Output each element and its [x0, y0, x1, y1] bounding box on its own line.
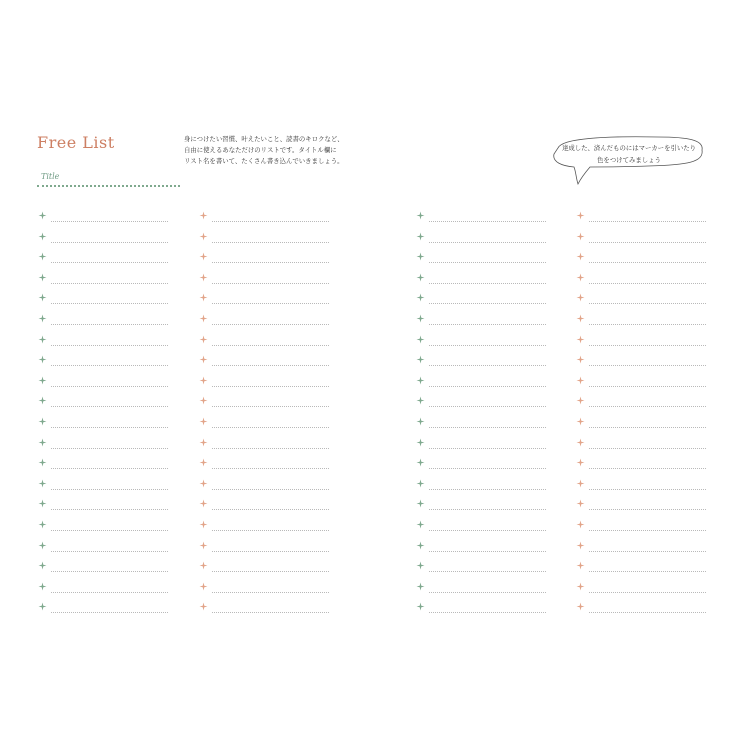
- plus-icon: [38, 335, 47, 344]
- list-item[interactable]: [38, 309, 168, 330]
- plus-icon: [38, 458, 47, 467]
- list-item-line[interactable]: [589, 386, 706, 387]
- plus-icon: [38, 355, 47, 364]
- plus-icon: [576, 252, 585, 261]
- list-item[interactable]: [576, 412, 706, 433]
- list-item[interactable]: [199, 515, 329, 536]
- plus-icon: [199, 499, 208, 508]
- plus-icon: [576, 273, 585, 282]
- list-item-line[interactable]: [589, 242, 706, 243]
- plus-icon: [199, 293, 208, 302]
- plus-icon: [576, 479, 585, 488]
- plus-icon: [199, 438, 208, 447]
- list-item-line[interactable]: [51, 386, 168, 387]
- list-item[interactable]: [576, 577, 706, 598]
- list-item[interactable]: [416, 288, 546, 309]
- plus-icon: [199, 602, 208, 611]
- list-item[interactable]: [199, 391, 329, 412]
- list-item[interactable]: [38, 597, 168, 618]
- list-item-line[interactable]: [51, 406, 168, 407]
- speech-bubble: [548, 134, 708, 190]
- list-item-line[interactable]: [51, 571, 168, 572]
- list-item[interactable]: [576, 556, 706, 577]
- list-item[interactable]: [576, 597, 706, 618]
- list-item-line[interactable]: [429, 509, 546, 510]
- list-item[interactable]: [38, 371, 168, 392]
- list-item-line[interactable]: [51, 489, 168, 490]
- plus-icon: [38, 561, 47, 570]
- plus-icon: [576, 376, 585, 385]
- plus-icon: [416, 561, 425, 570]
- list-item[interactable]: [38, 515, 168, 536]
- list-item-line[interactable]: [429, 221, 546, 222]
- list-item[interactable]: [576, 433, 706, 454]
- plus-icon: [199, 458, 208, 467]
- plus-icon: [576, 232, 585, 241]
- plus-icon: [416, 582, 425, 591]
- plus-icon: [38, 479, 47, 488]
- list-item-line[interactable]: [51, 345, 168, 346]
- plus-icon: [576, 396, 585, 405]
- plus-icon: [38, 396, 47, 405]
- list-item[interactable]: [199, 350, 329, 371]
- plus-icon: [199, 273, 208, 282]
- list-item-line[interactable]: [51, 365, 168, 366]
- list-item[interactable]: [416, 494, 546, 515]
- list-item[interactable]: [199, 330, 329, 351]
- plus-icon: [38, 499, 47, 508]
- list-column-2: [199, 206, 329, 618]
- plus-icon: [416, 479, 425, 488]
- plus-icon: [416, 232, 425, 241]
- list-item[interactable]: [199, 556, 329, 577]
- list-item[interactable]: [576, 206, 706, 227]
- plus-icon: [199, 335, 208, 344]
- list-item-line[interactable]: [212, 386, 329, 387]
- plus-icon: [416, 314, 425, 323]
- list-item-line[interactable]: [212, 221, 329, 222]
- list-item[interactable]: [576, 350, 706, 371]
- list-item[interactable]: [576, 391, 706, 412]
- list-item-line[interactable]: [589, 489, 706, 490]
- list-item-line[interactable]: [51, 530, 168, 531]
- list-item-line[interactable]: [212, 468, 329, 469]
- plus-icon: [576, 541, 585, 550]
- list-item[interactable]: [576, 515, 706, 536]
- list-item[interactable]: [416, 577, 546, 598]
- list-item[interactable]: [38, 453, 168, 474]
- list-item[interactable]: [199, 597, 329, 618]
- plus-icon: [576, 211, 585, 220]
- plus-icon: [199, 479, 208, 488]
- list-item[interactable]: [576, 371, 706, 392]
- list-item[interactable]: [416, 206, 546, 227]
- list-item-line[interactable]: [212, 242, 329, 243]
- list-item[interactable]: [416, 268, 546, 289]
- plus-icon: [38, 376, 47, 385]
- list-item-line[interactable]: [589, 530, 706, 531]
- plus-icon: [416, 396, 425, 405]
- plus-icon: [199, 417, 208, 426]
- list-item[interactable]: [199, 227, 329, 248]
- plus-icon: [38, 602, 47, 611]
- list-item[interactable]: [199, 494, 329, 515]
- list-item[interactable]: [38, 268, 168, 289]
- list-item-line[interactable]: [51, 448, 168, 449]
- list-item[interactable]: [576, 268, 706, 289]
- plus-icon: [576, 293, 585, 302]
- page-title: Free List: [37, 133, 115, 152]
- plus-icon: [199, 582, 208, 591]
- list-item[interactable]: [576, 474, 706, 495]
- list-item[interactable]: [416, 515, 546, 536]
- list-item-line[interactable]: [589, 571, 706, 572]
- list-item[interactable]: [416, 391, 546, 412]
- list-item[interactable]: [199, 474, 329, 495]
- plus-icon: [199, 232, 208, 241]
- plus-icon: [576, 355, 585, 364]
- plus-icon: [576, 582, 585, 591]
- list-item-line[interactable]: [51, 324, 168, 325]
- plus-icon: [38, 232, 47, 241]
- list-item[interactable]: [38, 433, 168, 454]
- title-field-label: Title: [41, 172, 60, 181]
- plus-icon: [38, 211, 47, 220]
- list-item-line[interactable]: [212, 345, 329, 346]
- list-item-line[interactable]: [212, 612, 329, 613]
- list-item[interactable]: [199, 577, 329, 598]
- plus-icon: [199, 396, 208, 405]
- list-item[interactable]: [199, 453, 329, 474]
- plus-icon: [199, 561, 208, 570]
- list-item[interactable]: [199, 371, 329, 392]
- list-item-line[interactable]: [212, 365, 329, 366]
- list-item-line[interactable]: [429, 427, 546, 428]
- plus-icon: [38, 541, 47, 550]
- plus-icon: [576, 314, 585, 323]
- list-item[interactable]: [199, 206, 329, 227]
- list-item-line[interactable]: [212, 262, 329, 263]
- list-item[interactable]: [576, 288, 706, 309]
- list-item[interactable]: [576, 453, 706, 474]
- list-item[interactable]: [38, 412, 168, 433]
- plus-icon: [416, 273, 425, 282]
- list-item[interactable]: [416, 350, 546, 371]
- list-item-line[interactable]: [589, 509, 706, 510]
- plus-icon: [199, 541, 208, 550]
- list-item-line[interactable]: [212, 592, 329, 593]
- list-item-line[interactable]: [51, 612, 168, 613]
- list-item-line[interactable]: [429, 551, 546, 552]
- list-item-line[interactable]: [429, 303, 546, 304]
- list-item-line[interactable]: [212, 406, 329, 407]
- list-item-line[interactable]: [51, 303, 168, 304]
- plus-icon: [38, 520, 47, 529]
- list-item[interactable]: [38, 227, 168, 248]
- list-item-line[interactable]: [51, 262, 168, 263]
- list-item[interactable]: [38, 577, 168, 598]
- plus-icon: [38, 314, 47, 323]
- list-item[interactable]: [576, 247, 706, 268]
- list-item-line[interactable]: [429, 489, 546, 490]
- list-item-line[interactable]: [429, 283, 546, 284]
- list-item[interactable]: [199, 268, 329, 289]
- plus-icon: [416, 293, 425, 302]
- list-item-line[interactable]: [589, 551, 706, 552]
- list-item[interactable]: [416, 474, 546, 495]
- list-item-line[interactable]: [51, 592, 168, 593]
- plus-icon: [38, 252, 47, 261]
- list-item-line[interactable]: [429, 345, 546, 346]
- list-item[interactable]: [576, 309, 706, 330]
- list-item-line[interactable]: [429, 530, 546, 531]
- plus-icon: [416, 499, 425, 508]
- list-item[interactable]: [38, 288, 168, 309]
- list-item-line[interactable]: [589, 345, 706, 346]
- list-item-line[interactable]: [589, 324, 706, 325]
- list-item-line[interactable]: [429, 242, 546, 243]
- plus-icon: [576, 458, 585, 467]
- plus-icon: [199, 314, 208, 323]
- list-item-line[interactable]: [212, 509, 329, 510]
- list-item[interactable]: [416, 597, 546, 618]
- plus-icon: [38, 293, 47, 302]
- list-item-line[interactable]: [212, 530, 329, 531]
- plus-icon: [576, 417, 585, 426]
- plus-icon: [416, 376, 425, 385]
- plus-icon: [199, 376, 208, 385]
- list-item[interactable]: [38, 494, 168, 515]
- list-item-line[interactable]: [429, 448, 546, 449]
- speech-bubble-text: 達成した、済んだものにはマーカーを引いたり 色をつけてみましょう: [561, 144, 697, 164]
- list-item-line[interactable]: [429, 612, 546, 613]
- plus-icon: [416, 438, 425, 447]
- plus-icon: [38, 417, 47, 426]
- list-column-1: [38, 206, 168, 618]
- list-item-line[interactable]: [589, 468, 706, 469]
- list-item[interactable]: [38, 247, 168, 268]
- plus-icon: [576, 561, 585, 570]
- list-item-line[interactable]: [429, 262, 546, 263]
- list-item-line[interactable]: [589, 592, 706, 593]
- list-item[interactable]: [38, 206, 168, 227]
- plus-icon: [199, 211, 208, 220]
- plus-icon: [416, 355, 425, 364]
- list-item[interactable]: [416, 309, 546, 330]
- list-item[interactable]: [576, 536, 706, 557]
- plus-icon: [38, 438, 47, 447]
- list-item[interactable]: [199, 247, 329, 268]
- list-item-line[interactable]: [51, 427, 168, 428]
- list-item[interactable]: [199, 412, 329, 433]
- list-item-line[interactable]: [51, 551, 168, 552]
- list-item-line[interactable]: [429, 324, 546, 325]
- list-item[interactable]: [38, 391, 168, 412]
- list-column-4: [576, 206, 706, 618]
- list-item-line[interactable]: [589, 427, 706, 428]
- plus-icon: [38, 582, 47, 591]
- plus-icon: [416, 541, 425, 550]
- list-item[interactable]: [416, 227, 546, 248]
- list-item-line[interactable]: [429, 386, 546, 387]
- plus-icon: [576, 438, 585, 447]
- list-item[interactable]: [199, 288, 329, 309]
- list-item-line[interactable]: [212, 283, 329, 284]
- list-item-line[interactable]: [429, 468, 546, 469]
- list-item-line[interactable]: [589, 303, 706, 304]
- list-item[interactable]: [416, 330, 546, 351]
- list-item[interactable]: [38, 556, 168, 577]
- list-item[interactable]: [38, 350, 168, 371]
- list-item-line[interactable]: [589, 365, 706, 366]
- list-item-line[interactable]: [589, 221, 706, 222]
- list-item-line[interactable]: [51, 509, 168, 510]
- list-item[interactable]: [199, 309, 329, 330]
- plus-icon: [576, 499, 585, 508]
- list-item[interactable]: [416, 412, 546, 433]
- intro-text: 身につけたい習慣、叶えたいこと、読書のキロクなど、 自由に使えるあなただけのリストです。タイトル欄に リスト名を書いて、たくさん書き込んでいきましょう。: [184, 135, 344, 165]
- plus-icon: [416, 252, 425, 261]
- list-item[interactable]: [38, 536, 168, 557]
- list-item[interactable]: [576, 227, 706, 248]
- plus-icon: [199, 355, 208, 364]
- list-item[interactable]: [576, 494, 706, 515]
- plus-icon: [416, 458, 425, 467]
- plus-icon: [416, 520, 425, 529]
- list-item[interactable]: [416, 536, 546, 557]
- list-item-line[interactable]: [589, 283, 706, 284]
- list-item-line[interactable]: [212, 427, 329, 428]
- list-item[interactable]: [416, 453, 546, 474]
- list-item[interactable]: [416, 247, 546, 268]
- list-item-line[interactable]: [429, 365, 546, 366]
- list-item-line[interactable]: [429, 592, 546, 593]
- list-item[interactable]: [416, 371, 546, 392]
- list-column-3: [416, 206, 546, 618]
- list-item[interactable]: [416, 556, 546, 577]
- list-item-line[interactable]: [212, 571, 329, 572]
- list-item-line[interactable]: [51, 283, 168, 284]
- list-item-line[interactable]: [429, 406, 546, 407]
- plus-icon: [199, 252, 208, 261]
- list-item-line[interactable]: [212, 551, 329, 552]
- plus-icon: [576, 335, 585, 344]
- list-item[interactable]: [416, 433, 546, 454]
- plus-icon: [416, 417, 425, 426]
- list-item[interactable]: [576, 330, 706, 351]
- plus-icon: [416, 602, 425, 611]
- list-item-line[interactable]: [212, 303, 329, 304]
- title-field-line[interactable]: [37, 185, 180, 187]
- list-item-line[interactable]: [589, 406, 706, 407]
- plus-icon: [416, 335, 425, 344]
- list-item[interactable]: [199, 536, 329, 557]
- list-item[interactable]: [199, 433, 329, 454]
- list-item-line[interactable]: [589, 262, 706, 263]
- list-item-line[interactable]: [51, 221, 168, 222]
- plus-icon: [199, 520, 208, 529]
- list-item-line[interactable]: [212, 489, 329, 490]
- list-item-line[interactable]: [51, 468, 168, 469]
- list-item[interactable]: [38, 474, 168, 495]
- list-item-line[interactable]: [212, 324, 329, 325]
- plus-icon: [576, 602, 585, 611]
- list-item[interactable]: [38, 330, 168, 351]
- list-item-line[interactable]: [589, 448, 706, 449]
- plus-icon: [576, 520, 585, 529]
- list-item-line[interactable]: [51, 242, 168, 243]
- plus-icon: [416, 211, 425, 220]
- list-item-line[interactable]: [589, 612, 706, 613]
- list-item-line[interactable]: [212, 448, 329, 449]
- list-item-line[interactable]: [429, 571, 546, 572]
- plus-icon: [38, 273, 47, 282]
